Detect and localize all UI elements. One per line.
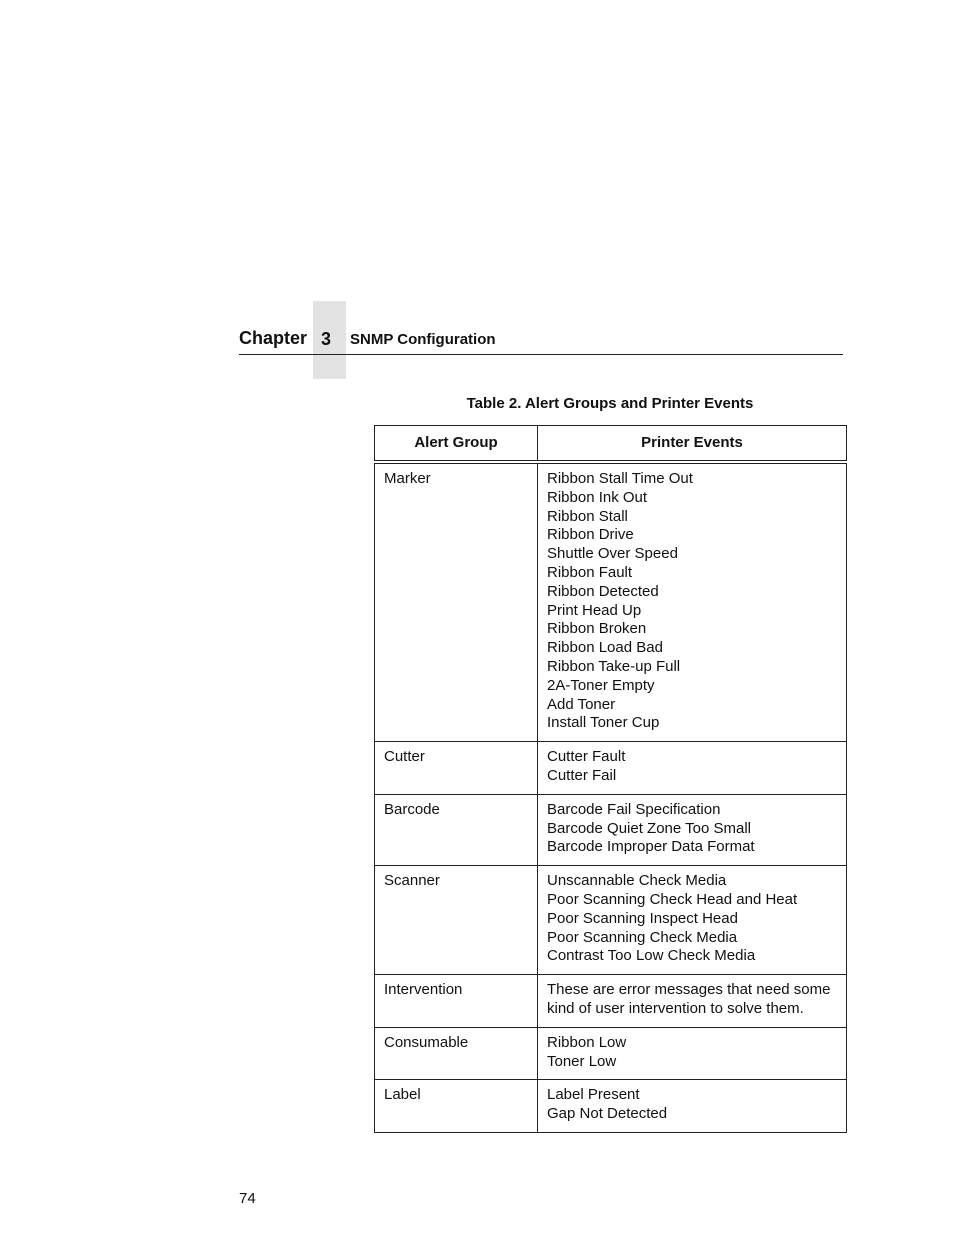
- alert-group-cell: Cutter: [375, 742, 538, 795]
- printer-event: Unscannable Check Media: [547, 872, 727, 890]
- printer-event: Ribbon Drive: [547, 526, 634, 544]
- printer-event: Cutter Fail: [547, 766, 617, 784]
- printer-events-cell: [538, 794, 847, 865]
- table-row: [375, 1080, 847, 1133]
- printer-event: Install Toner Cup: [547, 714, 660, 732]
- table-row: [375, 866, 847, 975]
- column-header-printer-events: Printer Events: [538, 426, 847, 463]
- alert-group-cell: Scanner: [375, 866, 538, 975]
- printer-event: Barcode Improper Data Format: [547, 838, 755, 856]
- table-row: [375, 462, 847, 742]
- printer-event: Poor Scanning Check Media: [547, 928, 738, 946]
- printer-event: Cutter Fault: [547, 748, 626, 766]
- printer-events-cell: [538, 1080, 847, 1133]
- printer-event: Gap Not Detected: [547, 1105, 668, 1123]
- printer-event: Ribbon Fault: [547, 563, 633, 581]
- chapter-label: Chapter: [239, 328, 308, 348]
- header-divider: [239, 354, 843, 355]
- printer-event: Label Present: [547, 1086, 640, 1104]
- table-row: [375, 794, 847, 865]
- alert-groups-table: [374, 425, 847, 1133]
- printer-event: Ribbon Low: [547, 1033, 627, 1051]
- printer-event: Toner Low: [547, 1052, 617, 1070]
- chapter-title: SNMP Configuration: [350, 331, 496, 348]
- printer-event: Ribbon Ink Out: [547, 488, 648, 506]
- column-header-alert-group: Alert Group: [375, 426, 538, 463]
- printer-event: Poor Scanning Check Head and Heat: [547, 890, 798, 908]
- printer-event: Ribbon Stall: [547, 507, 628, 525]
- event-description: These are error messages that need some kind of user intervention to solve them.: [547, 981, 831, 1017]
- printer-event: Ribbon Broken: [547, 620, 647, 638]
- table-row: [375, 975, 847, 1028]
- printer-event: Ribbon Stall Time Out: [547, 470, 693, 487]
- printer-event: Barcode Fail Specification: [547, 800, 721, 818]
- printer-event: Ribbon Take-up Full: [547, 657, 681, 675]
- printer-events-cell: [538, 742, 847, 795]
- printer-event: Contrast Too Low Check Media: [547, 947, 756, 965]
- table-row: [375, 742, 847, 795]
- printer-event: Add Toner: [547, 695, 616, 713]
- alert-group-cell: Marker: [375, 462, 538, 742]
- printer-event: Poor Scanning Inspect Head: [547, 909, 738, 927]
- chapter-number: 3: [321, 329, 332, 349]
- table-body: [375, 462, 847, 1132]
- printer-events-cell: [538, 1027, 847, 1080]
- alert-group-cell: Consumable: [375, 1027, 538, 1080]
- printer-event: Shuttle Over Speed: [547, 545, 678, 563]
- printer-event: 2A-Toner Empty: [547, 676, 655, 694]
- printer-events-cell: [538, 975, 847, 1028]
- table-row: [375, 1027, 847, 1080]
- table-caption: Table 2. Alert Groups and Printer Events: [466, 395, 754, 412]
- printer-event: Barcode Quiet Zone Too Small: [547, 819, 752, 837]
- table-header-row: [375, 426, 847, 463]
- printer-event: Print Head Up: [547, 601, 642, 619]
- printer-events-cell: [538, 866, 847, 975]
- printer-event: Ribbon Load Bad: [547, 639, 663, 657]
- alert-group-cell: Barcode: [375, 794, 538, 865]
- printer-events-cell: [538, 462, 847, 742]
- page-number: 74: [239, 1190, 256, 1207]
- printer-event: Ribbon Detected: [547, 582, 659, 600]
- alert-group-cell: Intervention: [375, 975, 538, 1028]
- alert-group-cell: Label: [375, 1080, 538, 1133]
